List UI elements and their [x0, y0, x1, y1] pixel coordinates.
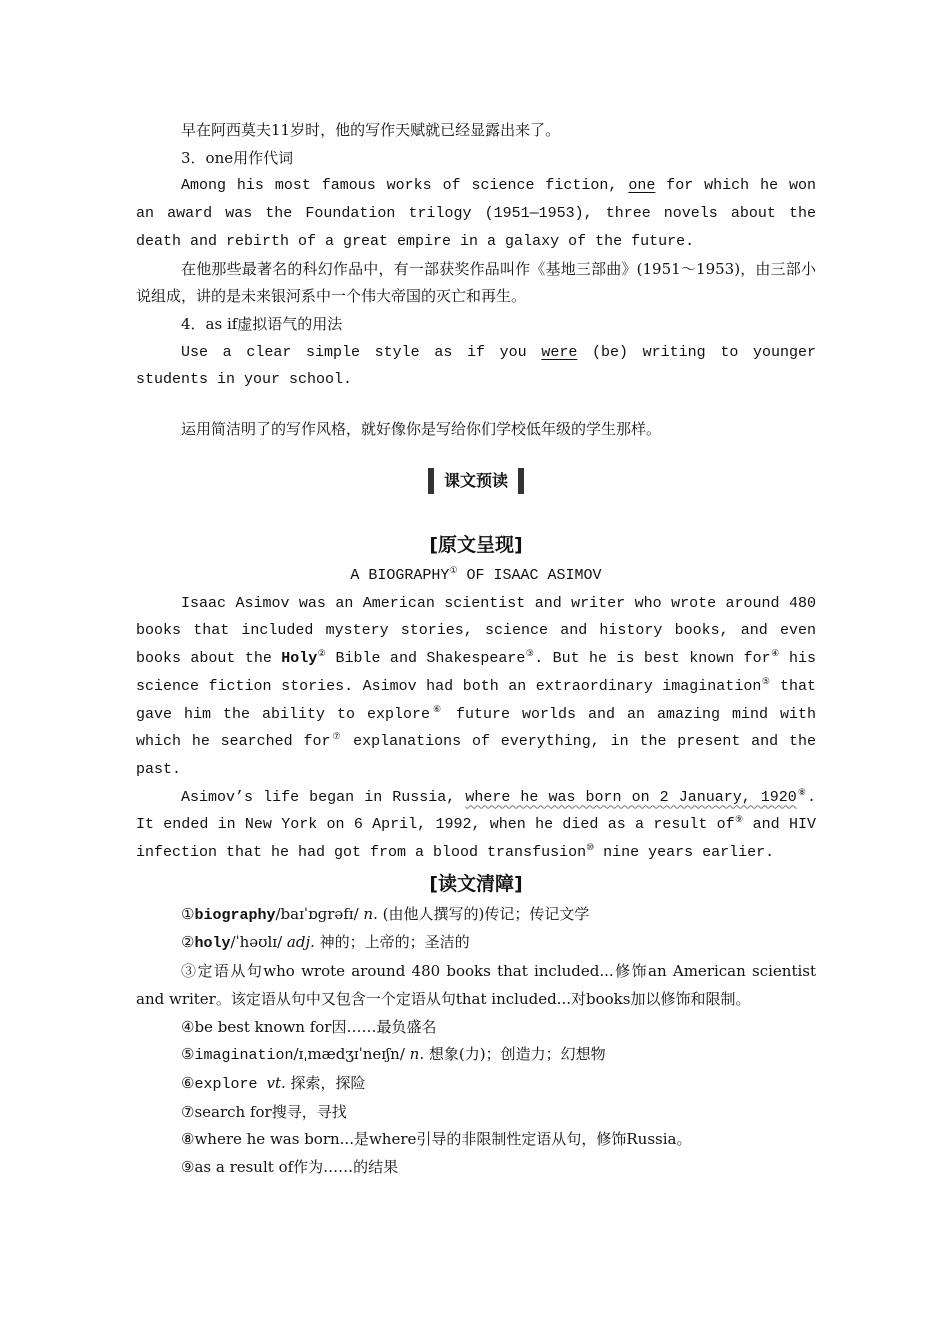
- footnote-marker: ④: [770, 649, 780, 660]
- section-banner: [136, 466, 816, 496]
- notes-heading: [读文清障]: [429, 872, 523, 895]
- banner-bar-left: [428, 468, 434, 494]
- article-paragraph-2: Asimov’s life began in Russia, where he was born on 2 January, 1920⑧. It ended in New York on 6 April, 1992, when he died as a result of⑨ and HIV infection that he had got from a blood transfusion⑩ nine years earlier.: [136, 787, 816, 862]
- banner-bar-right: [518, 468, 524, 494]
- original-text-heading: [原文呈现]: [429, 533, 523, 556]
- item-4-heading: 4．as if虚拟语气的用法: [181, 314, 343, 333]
- chinese-translation-line: 早在阿西莫夫11岁时，他的写作天赋就已经显露出来了。: [181, 121, 561, 139]
- article-paragraph-1: Isaac Asimov was an American scientist and writer who wrote around 480 books that included mystery stories, science and history books, and even books about the Holy② Bible and Shakespeare③. But he is best known for④ his science fiction stories. Asimov had both an extraordinary imagination⑤ that gave him the ability to explore⑥ future worlds and an amazing mind with which he searched for⑦ explanations of everything, in the present and the past.: [136, 594, 816, 778]
- footnote-marker: ⑧: [796, 787, 807, 798]
- footnote-marker: ①: [449, 565, 458, 576]
- note-9: ⑨as a result of作为……的结果: [181, 1158, 399, 1177]
- footnote-marker: ②: [317, 649, 327, 660]
- article-title: A BIOGRAPHY① OF ISAAC ASIMOV: [350, 565, 602, 584]
- note-6: ⑥explore vt. 探索，探险: [181, 1073, 366, 1093]
- footnote-marker: ⑦: [330, 732, 343, 743]
- note-7: ⑦search for搜寻，寻找: [181, 1102, 347, 1121]
- footnote-marker: ⑤: [761, 676, 771, 687]
- note-4: ④be best known for因……最负盛名: [181, 1017, 437, 1036]
- note-3: ③定语从句who wrote around 480 books that included...修饰an American scientist and writer。该定语从句中又包含一个定语从句that included...对books加以修饰和限制。: [136, 962, 816, 1008]
- wavy-underlined-clause: where he was born on 2 January, 1920: [465, 788, 797, 806]
- page-content: [136, 117, 816, 1182]
- spacer: [136, 496, 816, 528]
- footnote-marker: ③: [525, 649, 535, 660]
- note-2: ②holy/ˈhəʊlɪ/ adj. 神的；上帝的；圣洁的: [181, 933, 470, 953]
- underlined-one: one: [628, 177, 656, 195]
- spacer: [136, 394, 816, 416]
- footnote-marker: ⑥: [429, 704, 445, 715]
- note-1: ①biography/baɪˈɒɡrəfɪ/ n. (由他人撰写的)传记；传记文学: [181, 904, 590, 924]
- item-3-example-en: Among his most famous works of science fiction, one for which he won an award was the Foundation trilogy (1951—1953), three novels about the death and rebirth of a great empire in a galaxy of the future.: [136, 177, 816, 250]
- banner-title: 课文预读: [443, 470, 508, 490]
- footnote-marker: ⑨: [734, 815, 744, 826]
- footnote-marker: ⑩: [586, 843, 595, 854]
- item-3-example-zh: 在他那些最著名的科幻作品中，有一部获奖作品叫作《基地三部曲》(1951～1953)，由三部小说组成，讲的是未来银河系中一个伟大帝国的灭亡和再生。: [136, 259, 816, 306]
- item-4-example-en: Use a clear simple style as if you were (be) writing to younger students in your school.: [136, 343, 816, 389]
- underlined-were: were: [541, 343, 578, 361]
- note-5: ⑤imagination/ɪˌmædʒɪˈneɪʃn/ n. 想象(力)；创造力；幻想物: [181, 1045, 606, 1065]
- item-4-example-zh: 运用简洁明了的写作风格，就好像你是写给你们学校低年级的学生那样。: [181, 420, 662, 439]
- note-8: ⑧where he was born...是where引导的非限制性定语从句，修饰Russia。: [181, 1130, 692, 1149]
- keyword-holy: Holy: [281, 650, 318, 668]
- item-3-heading: 3．one用作代词: [181, 148, 294, 167]
